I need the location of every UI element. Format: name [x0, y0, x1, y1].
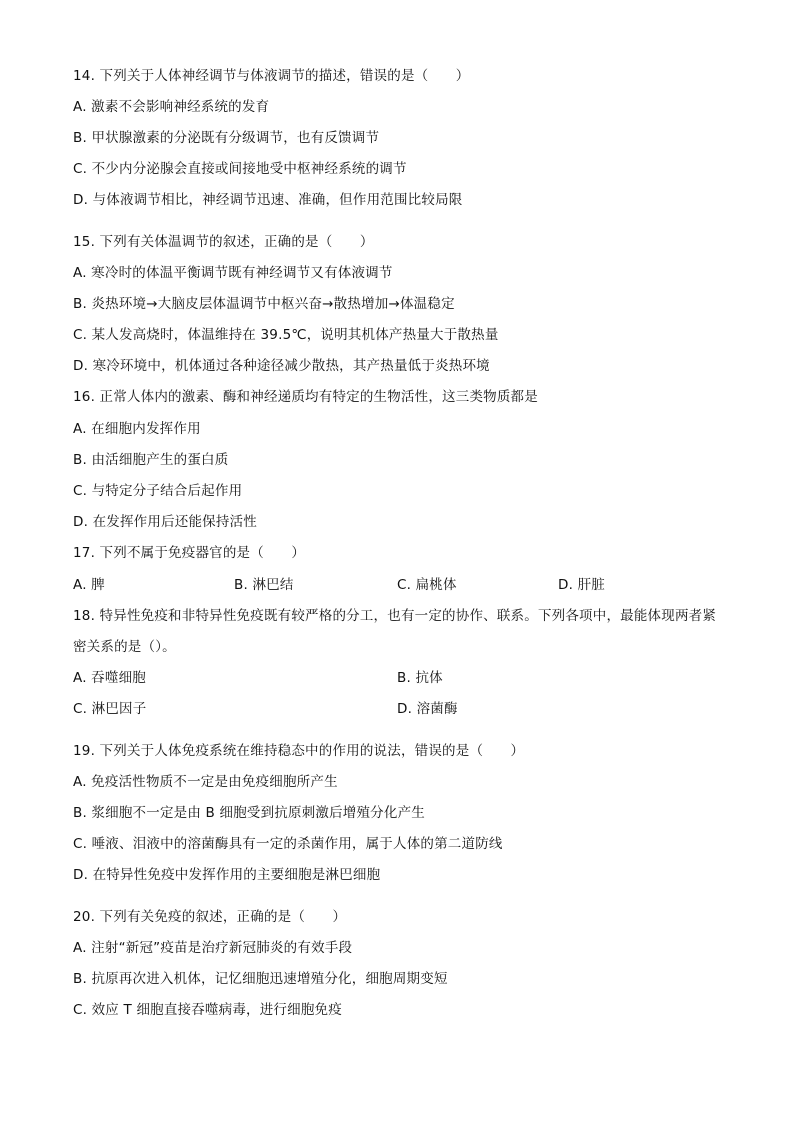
q19-option-d: D. 在特异性免疫中发挥作用的主要细胞是淋巴细胞 — [73, 867, 381, 883]
q20-option-a: A. 注射“新冠”疫苗是治疗新冠肺炎的有效手段 — [73, 940, 353, 956]
q17-option-c: C. 扁桃体 — [397, 577, 457, 593]
q17-option-a: A. 脾 — [73, 577, 105, 593]
q19-option-b: B. 浆细胞不一定是由 B 细胞受到抗原刺激后增殖分化产生 — [73, 805, 425, 821]
q15-option-c: C. 某人发高烧时，体温维持在 39.5℃，说明其机体产热量大于散热量 — [73, 327, 499, 343]
q15-stem: 15. 下列有关体温调节的叙述，正确的是（ ） — [73, 234, 374, 250]
q15-option-b: B. 炎热环境→大脑皮层体温调节中枢兴奋→散热增加→体温稳定 — [73, 296, 455, 312]
q14-option-a: A. 激素不会影响神经系统的发育 — [73, 99, 270, 115]
q17-option-b: B. 淋巴结 — [234, 577, 294, 593]
q17-option-d: D. 肝脏 — [558, 577, 605, 593]
q18-option-b: B. 抗体 — [397, 670, 443, 686]
q18-option-c: C. 淋巴因子 — [73, 701, 147, 717]
q19-option-a: A. 免疫活性物质不一定是由免疫细胞所产生 — [73, 774, 338, 790]
q18-stem-line2: 密关系的是（）。 — [73, 639, 176, 655]
q15-option-d: D. 寒冷环境中，机体通过各种途径减少散热，其产热量低于炎热环境 — [73, 358, 490, 374]
q20-stem: 20. 下列有关免疫的叙述，正确的是（ ） — [73, 909, 347, 925]
q16-option-c: C. 与特定分子结合后起作用 — [73, 483, 243, 499]
q14-stem: 14. 下列关于人体神经调节与体液调节的描述，错误的是（ ） — [73, 68, 470, 84]
q18-stem-line1: 18. 特异性免疫和非特异性免疫既有较严格的分工，也有一定的协作、联系。下列各项中，最能体现两者紧 — [73, 608, 717, 624]
q15-option-a: A. 寒冷时的体温平衡调节既有神经调节又有体液调节 — [73, 265, 393, 281]
q16-option-a: A. 在细胞内发挥作用 — [73, 421, 201, 437]
q14-option-b: B. 甲状腺激素的分泌既有分级调节，也有反馈调节 — [73, 130, 380, 146]
q14-option-d: D. 与体液调节相比，神经调节迅速、准确，但作用范围比较局限 — [73, 192, 463, 208]
q14-option-c: C. 不少内分泌腺会直接或间接地受中枢神经系统的调节 — [73, 161, 407, 177]
q18-option-a: A. 吞噬细胞 — [73, 670, 146, 686]
q20-option-b: B. 抗原再次进入机体，记忆细胞迅速增殖分化，细胞周期变短 — [73, 971, 448, 987]
q18-option-d: D. 溶菌酶 — [397, 701, 458, 717]
q16-option-b: B. 由活细胞产生的蛋白质 — [73, 452, 229, 468]
q19-option-c: C. 唾液、泪液中的溶菌酶具有一定的杀菌作用，属于人体的第二道防线 — [73, 836, 503, 852]
q16-option-d: D. 在发挥作用后还能保持活性 — [73, 514, 257, 530]
q19-stem: 19. 下列关于人体免疫系统在维持稳态中的作用的说法，错误的是（ ） — [73, 743, 525, 759]
q20-option-c: C. 效应 T 细胞直接吞噬病毒，进行细胞免疫 — [73, 1002, 342, 1018]
q16-stem: 16. 正常人体内的激素、酶和神经递质均有特定的生物活性，这三类物质都是 — [73, 389, 538, 405]
q17-stem: 17. 下列不属于免疫器官的是（ ） — [73, 545, 306, 561]
